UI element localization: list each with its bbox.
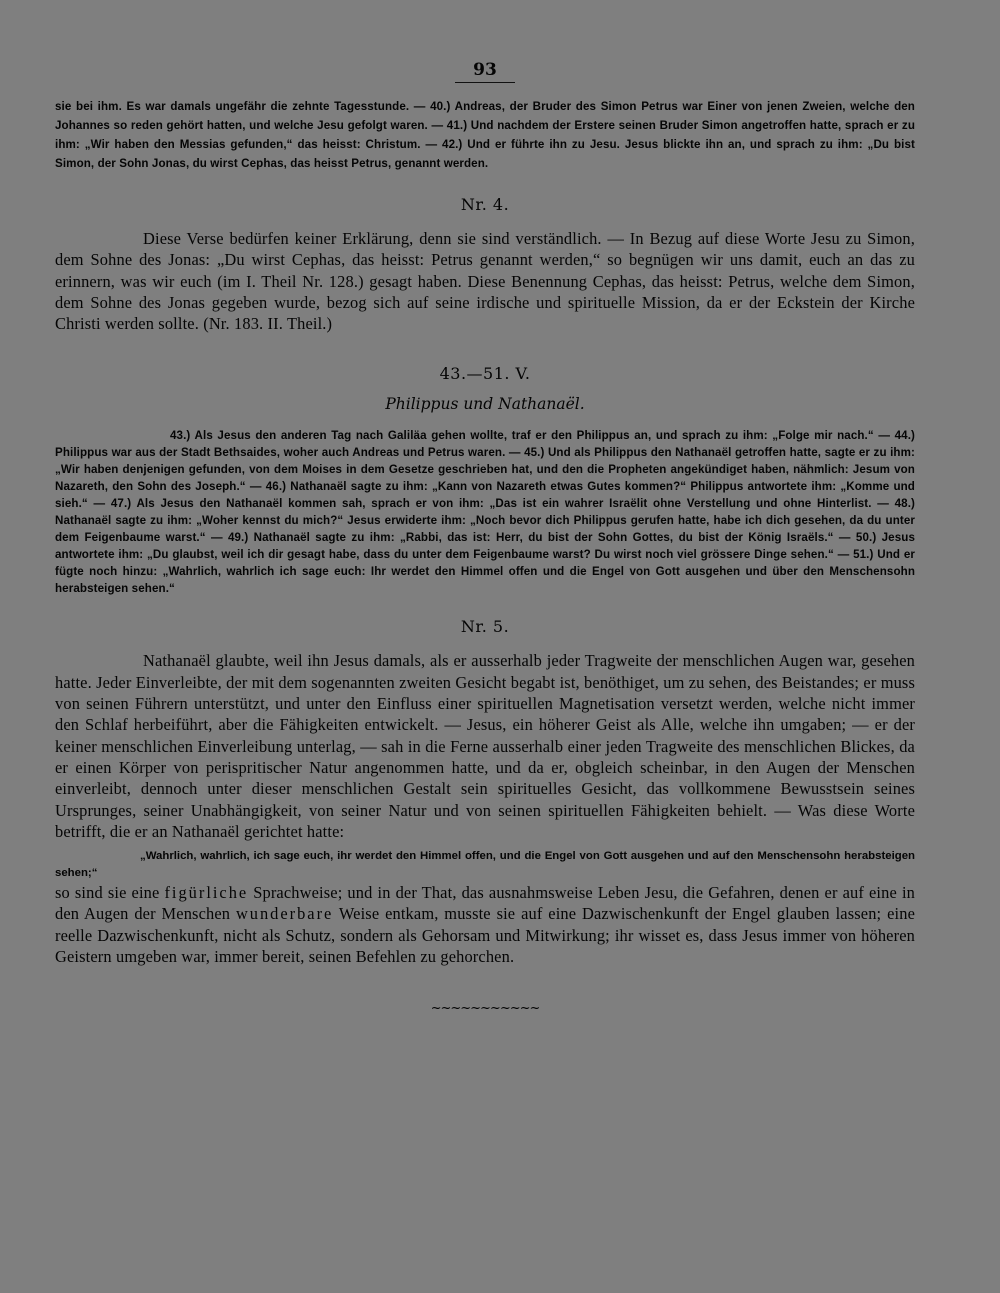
paragraph-verses: 43.) Als Jesus den anderen Tag nach Galiläa gehen wollte, traf er den Philippus an, und sprach zu ihm: „Folge mir nach.“ — 44.) Philippus war aus der Stadt Bethsaides, woher auch Andreas und Petrus waren. — 45.) Und als Philippus den Nathanaël getroffen hatte, sagte er zu ihm: „Wir haben denjenigen gefunden, von dem Moises in dem Gesetze geschrieben hat, und den die Propheten angekündiget haben, nähmlich: Jesum von Nazareth, den Sohn des Joseph.“ — 46.) Nathanaël sagte zu ihm: „Kann von Nazareth etwas Gutes kommen?“ Philippus antwortete ihm: „Komme und sieh.“ — 47.) Als Jesus den Nathanaël kommen sah, sprach er von ihm: „Das ist ein wahrer Israëlit ohne Verstellung und ohne Hinterlist. — 48.) Nathanaël sagte zu ihm: „Woher kennst du mich?“ Jesus erwiderte ihm: „Noch bevor dich Philippus gerufen hatte, habe ich dich gesehen, da du unter dem Feigenbaume warst.“ — 49.) Nathanaël sagte zu ihm: „Rabbi, das ist: Herr, du bist der Sohn Gottes, du bist der König Israëls.“ — 50.) Jesus antwortete ihm: „Du glaubst, weil ich dir gesagt habe, dass du unter dem Feigenbaume warst? Du wirst noch viel grössere Dinge sehen.“ — 51.) Und er fügte noch hinzu: „Wahrlich, wahrlich ich sage euch: Ihr werdet den Himmel offen und die Engel von Gott ausgehen und über den Menschensohn herabsteigen sehen.“ bbox=[55, 429, 915, 596]
ornament-divider: ~~~~~~~~~~~ bbox=[430, 1001, 540, 1017]
document-page bbox=[55, 60, 915, 1016]
heading-section: 43.—51. V. bbox=[439, 364, 531, 384]
paragraph-after-quote-part-1: so sind sie eine bbox=[55, 883, 165, 903]
top-paragraph: sie bei ihm. Es war damals ungefähr die zehnte Tagesstunde. — 40.) Andreas, der Bruder des Simon Petrus war Einer von jenen Zweien, welche den Johannes so reden gehört hatten, und welche Jesu gefolgt waren. — 41.) Und nachdem der Erstere seinen Bruder Simon angetroffen hatte, sprach er zu ihm: „Wir haben den Messias gefunden,“ das heisst: Christum. — 42.) Und er führte ihn zu Jesu. Jesus blickte ihn an, und sprach zu ihm: „Du bist Simon, der Sohn Jonas, du wirst Cephas, das heisst Petrus, genannt werden. bbox=[55, 100, 915, 170]
paragraph-after-quote-part-2: Sprachweise; und in der That, das ausnahmsweise Leben Jesu, die Gefahren, denen er auf eine in den Augen der Menschen bbox=[55, 883, 915, 924]
quote: „Wahrlich, wahrlich, ich sage euch, ihr werdet den Himmel offen, und die Engel von Gott ausgehen und auf den Menschensohn herabsteigen sehen;“ bbox=[55, 850, 915, 880]
paragraph-after-quote-part-3: Weise entkam, musste sie auf eine Dazwischenkunft der Engel glauben lassen; eine reelle Dazwischenkunft, nicht als Schutz, sondern als Gehorsam und Mitwirkung; ihr wisset es, dass Jesus immer von höheren Geistern umgeben war, immer bereit, seinen Befehlen zu gehorchen. bbox=[55, 904, 915, 967]
emphasis-wunderbare: wunderbare bbox=[235, 904, 334, 924]
page-number: 93 bbox=[455, 60, 515, 83]
paragraph-nr5: Nathanaël glaubte, weil ihn Jesus damals, als er ausserhalb jeder Tragweite der menschlichen Augen war, gesehen hatte. Jeder Einverleibte, der mit dem sogenannten zweiten Gesicht begabt ist, benöthiget, um zu sehen, des Beistandes; er muss von seinen Führern unterstützt, und unter den Einfluss einer spirituellen Magnetisation versetzt werden, welche nicht immer den Schlaf herbeiführt, aber die Fähigkeiten entwickelt. — Jesus, ein höherer Geist als Alle, welche ihn umgaben; — er der keiner menschlichen Einverleibung unterlag, — sah in die Ferne ausserhalb einer jeden Tragweite des menschlichen Blickes, da er einen Körper von perispritischer Natur angenommen hatte, und da er, obgleich scheinbar, in den Augen der Menschen einverleibt, dennoch unter dieser menschlichen Gestalt sein spirituelles Gesicht, das vollkommene Bewusstsein seines Ursprunges, seiner Unabhängigkeit, von seiner Natur und von seinen spirituellen Fähigkeiten behielt. — Was diese Worte betrifft, die er an Nathanaël gerichtet hatte: bbox=[55, 651, 915, 841]
heading-nr5: Nr. 5. bbox=[460, 617, 510, 637]
paragraph-nr4: Diese Verse bedürfen keiner Erklärung, denn sie sind verständlich. — In Bezug auf diese Worte Jesu zu Simon, dem Sohne des Jonas: „Du wirst Cephas, das heisst: Petrus genannt werden,“ so begnügen wir uns damit, euch an das zu erinnern, was wir euch (im I. Theil Nr. 128.) gesagt haben. Diese Benennung Cephas, das heisst: Petrus, welche dem Simon, dem Sohne des Jonas gegeben wurde, bezog sich auf seine irdische und spirituelle Mission, da er der Eckstein der Kirche Christi werden sollte. (Nr. 183. II. Theil.) bbox=[55, 229, 915, 334]
heading-nr4: Nr. 4. bbox=[460, 195, 510, 214]
paragraph-after-quote bbox=[55, 882, 915, 967]
subheading-section: Philippus und Nathanaël. bbox=[385, 395, 585, 414]
emphasis-figuerliche: figürliche bbox=[164, 883, 249, 903]
